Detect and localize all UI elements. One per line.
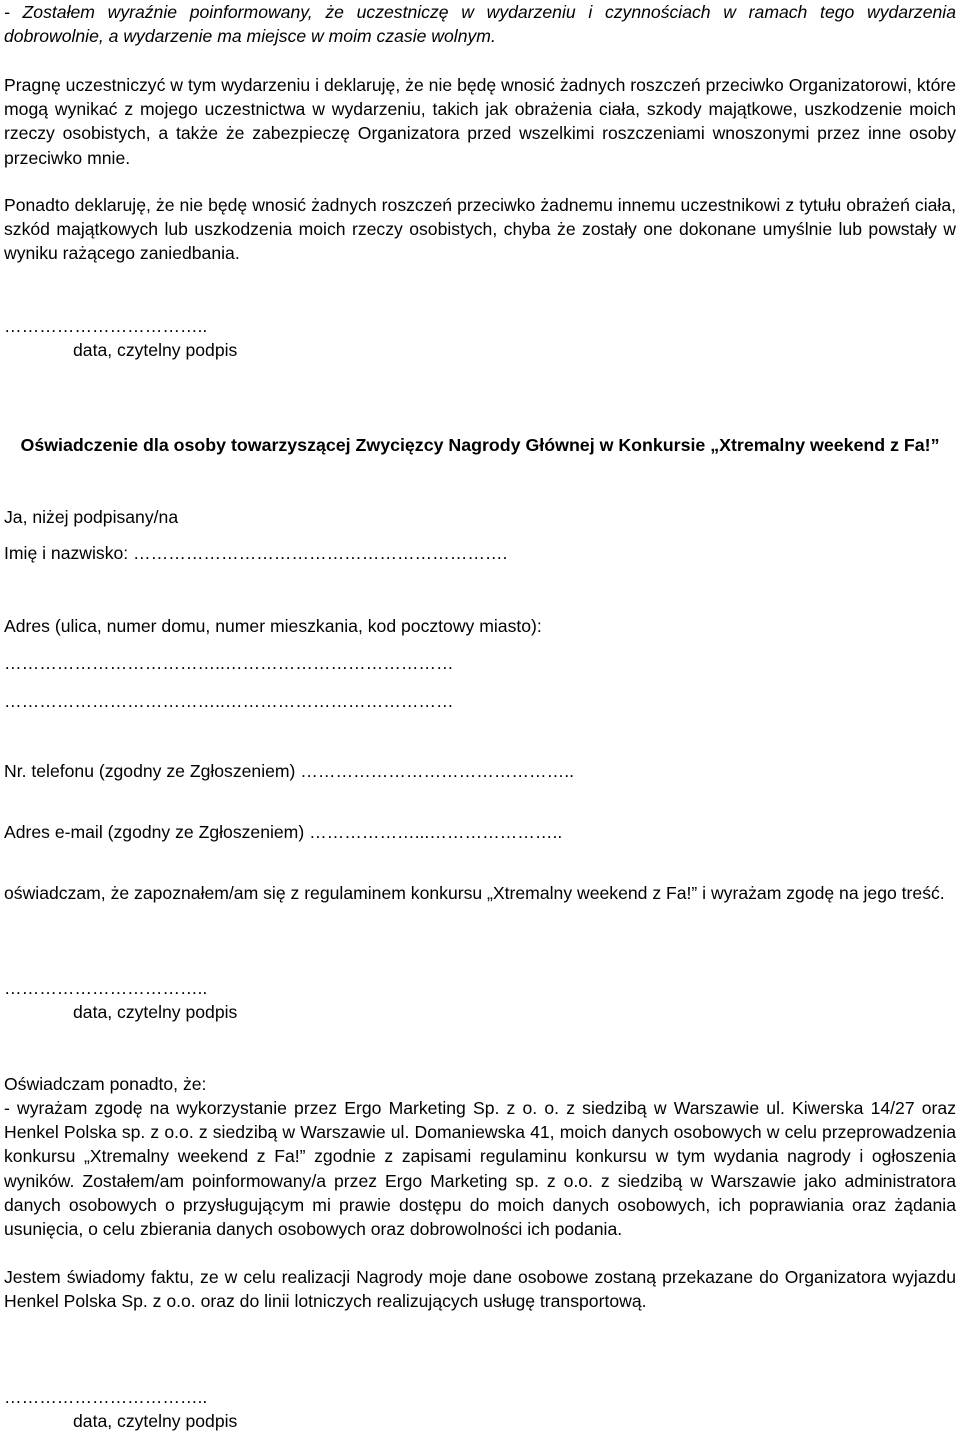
paragraph-voluntary-participation: - Zostałem wyraźnie poinformowany, że uczestniczę w wydarzeniu i czynnościach w ramach tego wydarzenia dobrowolnie, a wydarzenie ma miejsce w moim czasie wolnym.	[4, 2, 956, 47]
page-title: Oświadczenie dla osoby towarzyszącej Zwycięzcy Nagrody Głównej w Konkursie „Xtremalny weekend z Fa!”	[20, 435, 940, 455]
signature-label: data, czytelny podpis	[73, 1002, 238, 1022]
phone-field-line: Nr. telefonu (zgodny ze Zgłoszeniem) ………………………………………..	[4, 761, 574, 781]
further-declarations-heading: Oświadczam ponadto, że:	[4, 1074, 207, 1094]
signature-label: data, czytelny podpis	[73, 340, 238, 360]
paragraph-waiver-participants: Ponadto deklaruję, że nie będę wnosić żadnych roszczeń przeciwko żadnemu innemu uczestnikowi z tytułu obrażeń ciała, szkód majątkowych lub uszkodzenia moich rzeczy osobistych, chyba że zostały one dokonane umyślnie lub powstały w wyniku rażącego zaniedbania.	[4, 195, 956, 264]
address-field-line-1: ………………………………..…………………………………	[4, 653, 454, 673]
name-field-line: Imię i nazwisko: ……………………………………………………….	[4, 543, 508, 563]
paragraph-rules-consent: oświadczam, że zapoznałem/am się z regulaminem konkursu „Xtremalny weekend z Fa!” i wyrażam zgodę na jego treść.	[4, 883, 945, 903]
intro-text: Ja, niżej podpisany/na	[4, 507, 179, 527]
signature-dots: ……………………………..	[4, 316, 208, 336]
paragraph-data-processing-consent: - wyrażam zgodę na wykorzystanie przez Ergo Marketing Sp. z o. o. z siedzibą w Warszawie ul. Kiwerska 14/27 oraz Henkel Polska sp. z o.o. z siedzibą w Warszawie ul. Domaniewska 41, moich danych osobowych w celu przeprowadzenia konkursu „Xtremalny weekend z Fa!” zgodnie z zapisami regulaminu konkursu w tym wydania nagrody i ogłoszenia wyników. Zostałem/am poinformowany/a przez Ergo Marketing sp. z o.o. z siedzibą w Warszawie jako administratora danych osobowych o przysługującym mi prawie dostępu do moich danych osobowych, ich poprawiania oraz żądania usunięcia, o celu zbierania danych osobowych oraz dobrowolności ich podania.	[4, 1098, 956, 1240]
paragraph-waiver-organizer: Pragnę uczestniczyć w tym wydarzeniu i deklaruję, że nie będę wnosić żadnych roszczeń przeciwko Organizatorowi, które mogą wynikać z mojego uczestnictwa w wydarzeniu, takich jak obrażenia ciała, szkody majątkowe, uszkodzenie moich rzeczy osobistych, a także że zabezpieczę Organizatora przed wszelkimi roszczeniami wnoszonymi przez inne osoby przeciwko mnie.	[4, 75, 956, 168]
address-field-line-2: ………………………………..…………………………………	[4, 691, 454, 711]
signature-dots: ……………………………..	[4, 978, 208, 998]
address-field-label: Adres (ulica, numer domu, numer mieszkania, kod pocztowy miasto):	[4, 616, 542, 636]
paragraph-data-transfer: Jestem świadomy faktu, ze w celu realizacji Nagrody moje dane osobowe zostaną przekazane do Organizatora wyjazdu Henkel Polska Sp. z o.o. oraz do linii lotniczych realizujących usługę transportową.	[4, 1267, 956, 1312]
signature-dots: ……………………………..	[4, 1387, 208, 1407]
email-field-line: Adres e-mail (zgodny ze Zgłoszeniem) ………………...…………………..	[4, 822, 563, 842]
signature-label: data, czytelny podpis	[73, 1411, 238, 1431]
